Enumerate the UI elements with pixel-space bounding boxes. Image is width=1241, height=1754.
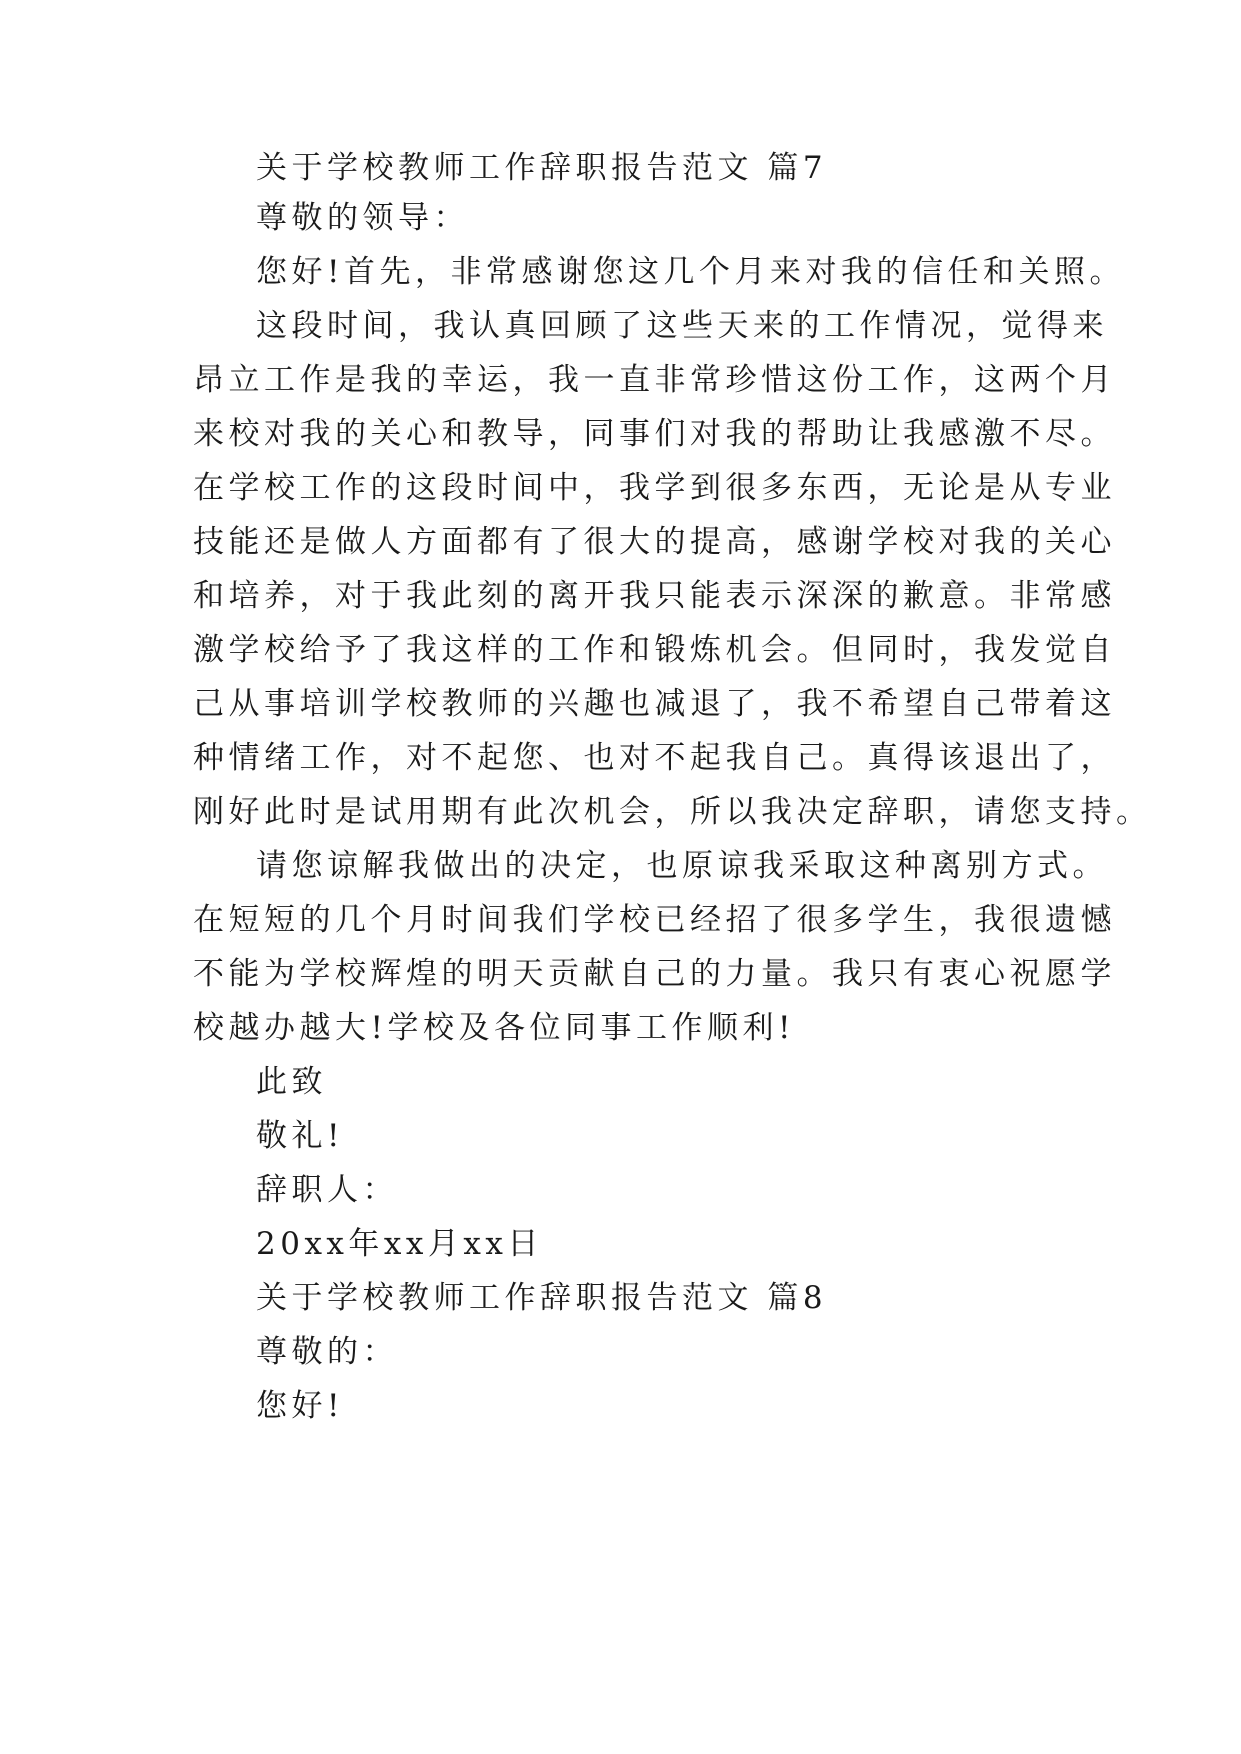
salutation: 尊敬的领导：	[256, 200, 469, 236]
paragraph-line: 昂立工作是我的幸运，我一直非常珍惜这份工作，这两个月	[193, 362, 1116, 398]
paragraph-line: 技能还是做人方面都有了很大的提高，感谢学校对我的关心	[193, 524, 1116, 560]
paragraph-line: 刚好此时是试用期有此次机会，所以我决定辞职，请您支持。	[193, 794, 1152, 830]
paragraph-line: 不能为学校辉煌的明天贡献自己的力量。我只有衷心祝愿学	[193, 956, 1116, 992]
closing-line: 此致	[256, 1064, 327, 1100]
signer-label: 辞职人：	[256, 1172, 398, 1208]
section-7-title: 关于学校教师工作辞职报告范文 篇7	[256, 150, 828, 186]
paragraph-line: 来校对我的关心和教导，同事们对我的帮助让我感激不尽。	[193, 416, 1116, 452]
paragraph-line: 这段时间，我认真回顾了这些天来的工作情况，觉得来	[256, 308, 1108, 344]
paragraph-line: 在学校工作的这段时间中，我学到很多东西，无论是从专业	[193, 470, 1116, 506]
paragraph-line: 校越办越大!学校及各位同事工作顺利!	[193, 1010, 795, 1046]
section-8-title: 关于学校教师工作辞职报告范文 篇8	[256, 1280, 828, 1316]
paragraph-line: 和培养，对于我此刻的离开我只能表示深深的歉意。非常感	[193, 578, 1116, 614]
paragraph-line: 种情绪工作，对不起您、也对不起我自己。真得该退出了，	[193, 740, 1116, 776]
paragraph-line: 请您谅解我做出的决定，也原谅我采取这种离别方式。	[256, 848, 1108, 884]
salutation-8: 尊敬的：	[256, 1334, 398, 1370]
date-line: 20xx年xx月xx日	[256, 1226, 543, 1262]
paragraph-line: 己从事培训学校教师的兴趣也减退了，我不希望自己带着这	[193, 686, 1116, 722]
paragraph-line: 激学校给予了我这样的工作和锻炼机会。但同时，我发觉自	[193, 632, 1116, 668]
greeting-8: 您好!	[256, 1388, 344, 1424]
closing-salute: 敬礼!	[256, 1118, 344, 1154]
paragraph-line: 在短短的几个月时间我们学校已经招了很多学生，我很遗憾	[193, 902, 1116, 938]
greeting-paragraph: 您好!首先，非常感谢您这几个月来对我的信任和关照。	[256, 254, 1125, 290]
